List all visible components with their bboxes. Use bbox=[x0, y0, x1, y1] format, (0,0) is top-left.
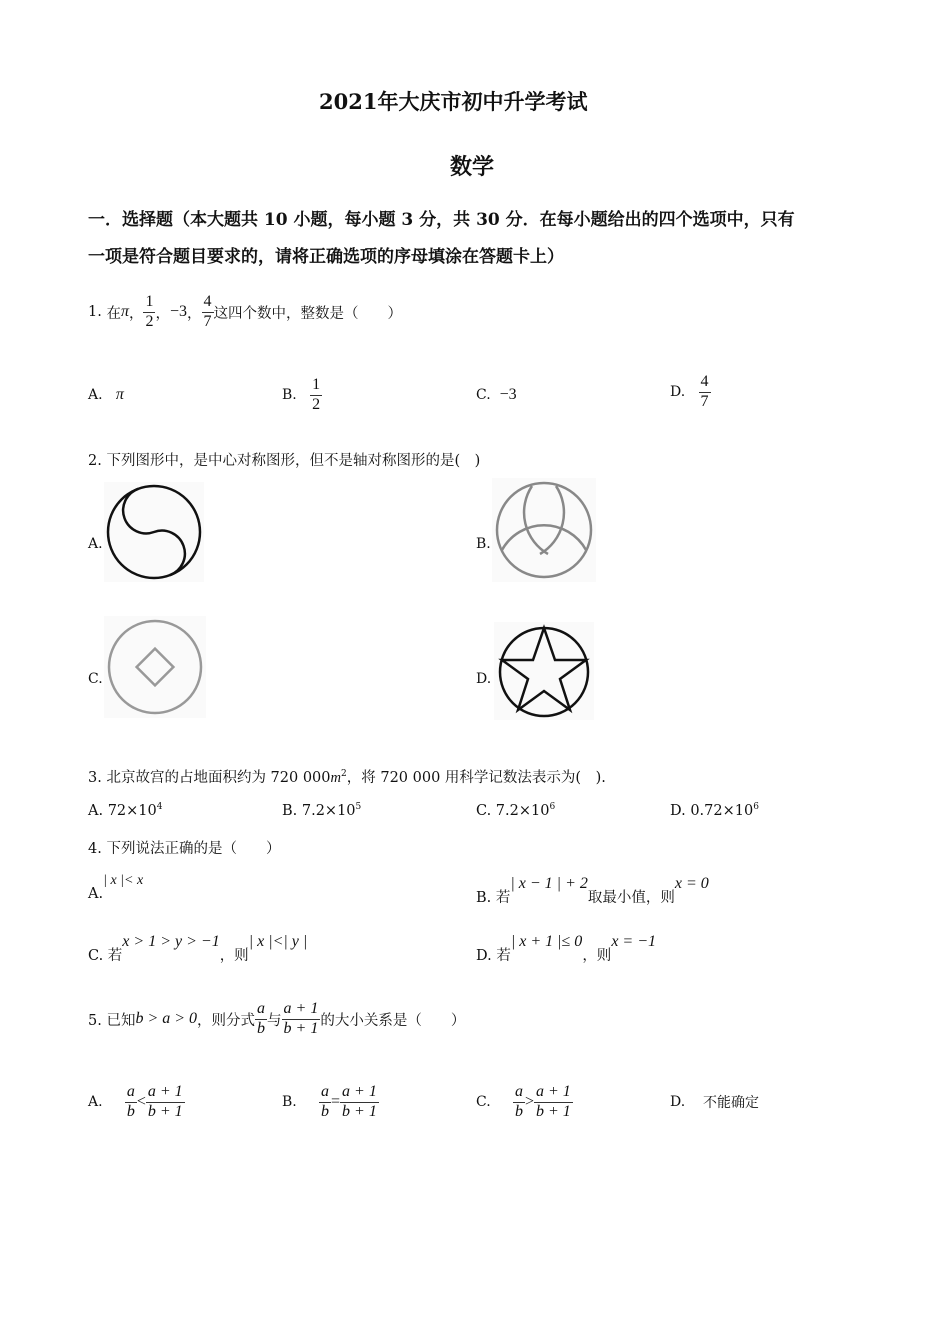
star-in-circle-figure[interactable] bbox=[494, 622, 594, 720]
numerator: 4 bbox=[203, 293, 212, 311]
option-relation: > bbox=[524, 1093, 534, 1110]
numerator: a bbox=[514, 1083, 523, 1101]
option-sup: 5 bbox=[355, 802, 362, 812]
q1-post: 这四个数中，整数是（ ） bbox=[213, 305, 402, 322]
q3-option-a[interactable] bbox=[88, 802, 162, 819]
q1-sep: ， bbox=[187, 305, 202, 322]
option-text: 不能确定 bbox=[703, 1095, 759, 1111]
q1-option-a[interactable] bbox=[88, 365, 124, 425]
q5-pre: 5. 已知 bbox=[88, 1012, 136, 1029]
denominator: b bbox=[321, 1102, 330, 1120]
option-fraction-left bbox=[513, 1083, 525, 1121]
option-text: 取最小值，则 bbox=[587, 890, 675, 906]
option-label: A. bbox=[88, 387, 103, 403]
question-2: 2. 下列图形中，是中心对称图形，但不是轴对称图形的是( ) bbox=[88, 453, 481, 469]
q4-option-a[interactable] bbox=[88, 872, 143, 902]
denominator: b bbox=[514, 1102, 523, 1120]
q1-number: 1. bbox=[88, 304, 102, 320]
q5-option-d[interactable] bbox=[670, 1075, 759, 1129]
section-heading-line2: 一项是符合题目要求的，请将正确选项的序母填涂在答题卡上） bbox=[88, 247, 564, 267]
option-value: π bbox=[115, 386, 124, 403]
option-label: C. bbox=[476, 387, 491, 403]
q2-option-d-label[interactable]: D. bbox=[476, 671, 492, 687]
q1-fraction-half bbox=[143, 293, 155, 331]
q1-pre: 在 bbox=[106, 305, 121, 322]
option-math: | x + 1 |≤ 0 bbox=[510, 933, 583, 950]
option-math: x > 1 > y > −1 bbox=[122, 933, 220, 950]
option-math: x = −1 bbox=[611, 933, 657, 950]
numerator: 1 bbox=[312, 376, 321, 394]
subject-title: 数学 bbox=[450, 154, 495, 180]
option-fraction-left bbox=[319, 1083, 331, 1121]
option-text: B. 7.2×10 bbox=[282, 802, 356, 819]
q4-option-d[interactable] bbox=[476, 930, 657, 964]
option-fraction-right bbox=[340, 1083, 379, 1121]
question-4: 4. 下列说法正确的是（ ） bbox=[88, 841, 281, 857]
option-sup: 6 bbox=[753, 802, 759, 812]
exam-title: 2021年大庆市初中升学考试 bbox=[319, 89, 588, 114]
numerator: 1 bbox=[145, 293, 154, 311]
denominator: 7 bbox=[700, 392, 709, 410]
option-fraction bbox=[699, 373, 711, 411]
q3-sup: 2 bbox=[341, 769, 347, 780]
q5-option-a[interactable] bbox=[88, 1075, 185, 1129]
question-5 bbox=[88, 992, 465, 1046]
q3-option-d[interactable] bbox=[670, 802, 759, 819]
option-sup: 4 bbox=[156, 802, 163, 812]
q5-fraction-a1-over-b1 bbox=[282, 1000, 321, 1038]
option-label: C. 若 bbox=[88, 948, 123, 964]
option-label: A. bbox=[88, 886, 104, 902]
denominator: b + 1 bbox=[147, 1102, 183, 1120]
option-value: −3 bbox=[499, 386, 517, 403]
denominator: b + 1 bbox=[342, 1102, 377, 1120]
option-label: D. 若 bbox=[476, 948, 511, 964]
option-label: D. bbox=[670, 384, 686, 400]
question-1 bbox=[88, 282, 402, 342]
option-text: ，则 bbox=[219, 948, 249, 964]
q4-option-b[interactable] bbox=[476, 872, 709, 906]
q4-option-c[interactable] bbox=[88, 930, 308, 964]
option-fraction-left bbox=[125, 1083, 137, 1121]
option-label: D. bbox=[670, 1094, 686, 1110]
q5-fraction-a-over-b bbox=[255, 1000, 267, 1038]
yin-yang-figure[interactable] bbox=[104, 482, 204, 582]
q2-option-b-label[interactable]: B. bbox=[476, 536, 491, 552]
q3-unit: m bbox=[330, 770, 341, 786]
q5-and: 与 bbox=[267, 1012, 282, 1029]
denominator: b bbox=[257, 1019, 266, 1037]
q3-option-b[interactable] bbox=[282, 802, 361, 819]
option-label: C. bbox=[476, 1094, 491, 1110]
section-heading-line1: 一．选择题（本大题共 10 小题，每小题 3 分，共 30 分．在每小题给出的四个选项中，只有 bbox=[88, 210, 795, 230]
q1-sep: ， bbox=[128, 305, 144, 322]
denominator: b bbox=[126, 1102, 135, 1120]
option-label: B. bbox=[282, 1094, 297, 1110]
numerator: 4 bbox=[700, 373, 709, 391]
q5-option-c[interactable] bbox=[476, 1075, 573, 1129]
option-relation: = bbox=[331, 1093, 341, 1110]
numerator: a bbox=[257, 1000, 266, 1018]
q5-post: 的大小关系是（ ） bbox=[320, 1012, 466, 1029]
option-relation: < bbox=[136, 1093, 146, 1110]
numerator: a bbox=[126, 1083, 135, 1101]
q1-option-b[interactable] bbox=[282, 365, 322, 425]
option-label: A. bbox=[88, 1094, 103, 1110]
coin-figure[interactable] bbox=[104, 616, 206, 718]
numerator: a + 1 bbox=[283, 1000, 319, 1018]
denominator: 7 bbox=[203, 312, 212, 330]
q1-pi: π bbox=[120, 303, 129, 320]
option-text: D. 0.72×10 bbox=[670, 802, 754, 819]
q1-sep: ， bbox=[155, 305, 170, 322]
q2-option-c-label[interactable]: C. bbox=[88, 671, 103, 687]
numerator: a + 1 bbox=[147, 1083, 183, 1101]
option-text: ，则 bbox=[582, 948, 612, 964]
option-label: B. 若 bbox=[476, 890, 511, 906]
option-label: B. bbox=[282, 387, 297, 403]
denominator: 2 bbox=[145, 312, 154, 330]
option-text: A. 72×10 bbox=[88, 802, 157, 819]
q5-option-b[interactable] bbox=[282, 1075, 379, 1129]
option-sup: 6 bbox=[549, 802, 556, 812]
q2-option-a-label[interactable]: A. bbox=[88, 536, 103, 552]
denominator: 2 bbox=[312, 395, 321, 413]
three-arcs-figure[interactable] bbox=[492, 478, 596, 582]
q3-option-c[interactable] bbox=[476, 802, 555, 819]
q1-option-d[interactable] bbox=[670, 362, 711, 422]
question-3 bbox=[88, 766, 606, 787]
q1-neg3: −3 bbox=[169, 303, 187, 320]
q5-condition: b > a > 0 bbox=[135, 1010, 198, 1027]
option-math: | x − 1 | + 2 bbox=[510, 875, 588, 892]
option-fraction-right bbox=[146, 1083, 185, 1121]
q3-post: ，将 720 000 用科学记数法表示为( ). bbox=[346, 770, 606, 786]
denominator: b + 1 bbox=[535, 1102, 571, 1120]
option-math: x = 0 bbox=[674, 875, 709, 892]
numerator: a + 1 bbox=[342, 1083, 377, 1101]
numerator: a bbox=[321, 1083, 330, 1101]
option-math: | x |< x bbox=[103, 873, 144, 888]
q5-mid: ，则分式 bbox=[197, 1012, 256, 1029]
option-fraction-right bbox=[534, 1083, 573, 1121]
option-text: C. 7.2×10 bbox=[476, 802, 550, 819]
q3-pre: 3. 北京故宫的占地面积约为 720 000 bbox=[88, 770, 331, 786]
q1-fraction-four-sevenths bbox=[202, 293, 214, 331]
numerator: a + 1 bbox=[535, 1083, 571, 1101]
denominator: b + 1 bbox=[283, 1019, 319, 1037]
q1-option-c[interactable] bbox=[476, 365, 517, 425]
option-math: | x |<| y | bbox=[248, 933, 308, 950]
option-fraction bbox=[310, 376, 322, 414]
